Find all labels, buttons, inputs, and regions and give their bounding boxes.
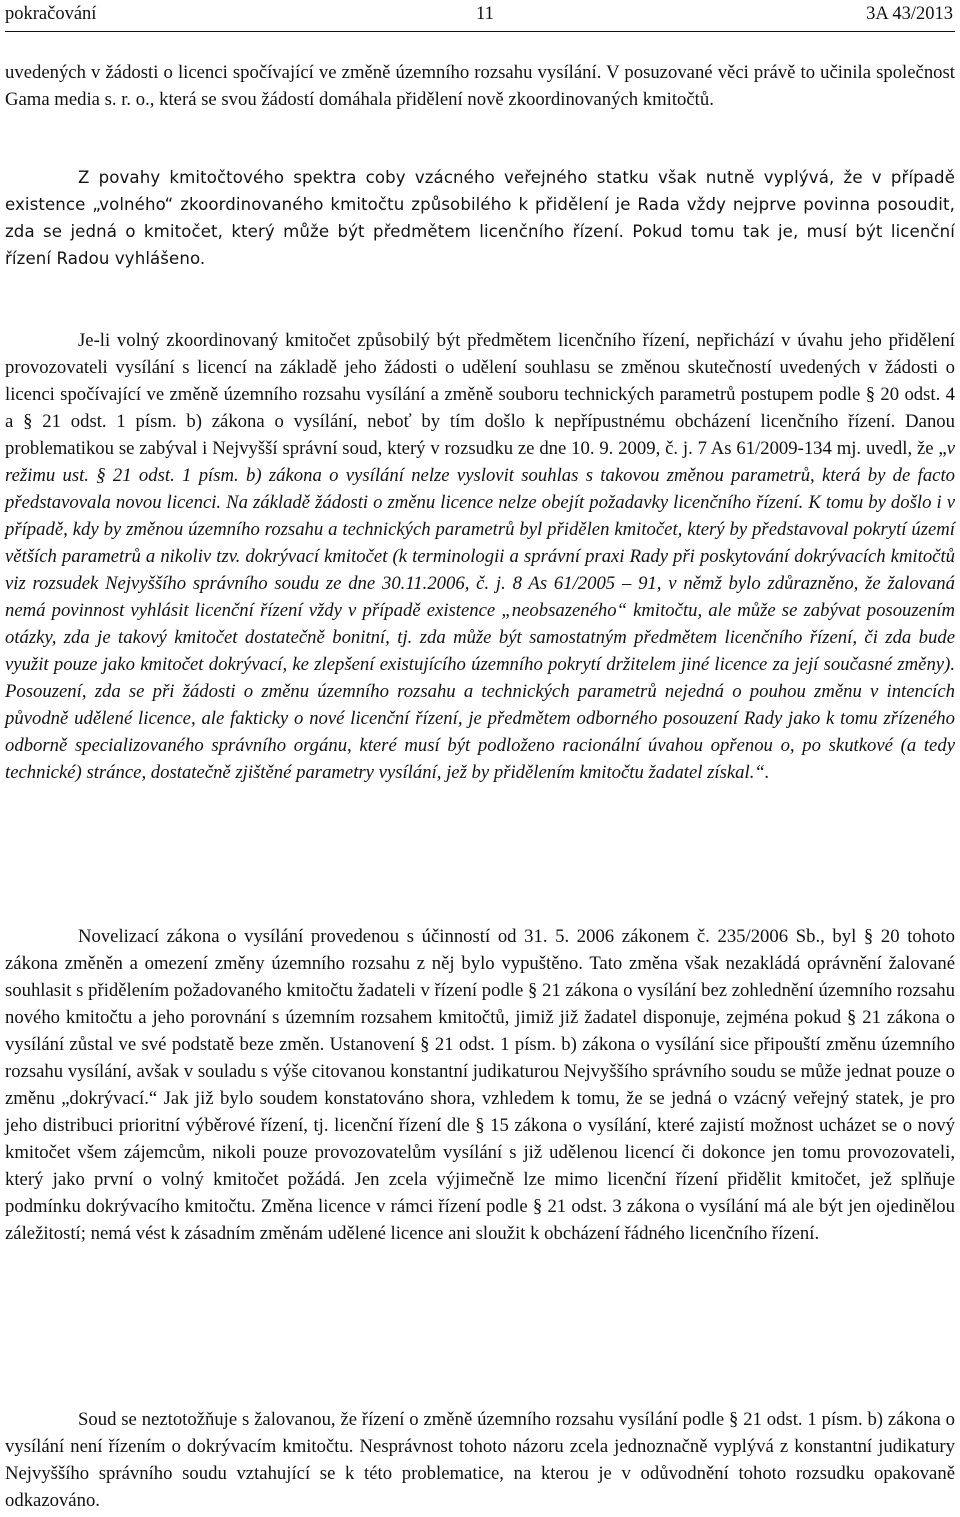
paragraph-1: uvedených v žádosti o licenci spočívající ve změně územního rozsahu vysílání. V posuzované věci právě to učinila společnost Gama media s. r. o., která se svou žádostí domáhala přidělení nově zkoordinovaných kmitočtů. — [5, 62, 955, 110]
paragraph-3-intro: Je-li volný zkoordinovaný kmitočet způsobilý být předmětem licenčního řízení, nepřichází v úvahu jeho přidělení provozovateli vysílání s licencí na základě jeho žádosti o udělení souhlasu se změnou skutečností uvedených v žádosti o licenci spočívající ve změně územního rozsahu vysílání a změně souboru technických parametrů postupem podle § 20 odst. 4 a § 21 odst. 1 písm. b) zákona o vysílání, neboť by tím došlo k nepřípustnému obcházení licenčního řízení. Danou problematikou se zabýval i Nejvyšší správní soud, který v rozsudku ze dne 10. 9. 2009, č. j. 7 As 61/2009-134 mj. uvedl, že „ — [5, 330, 955, 459]
quotation-close: “. — [754, 762, 770, 783]
court-quotation: v režimu ust. § 21 odst. 1 písm. b) zákona o vysílání nelze vyslovit souhlas s takovou změnou parametrů, která by de facto představovala novou licenci. Na základě žádosti o změnu licence nelze obejít požadavky licenčního řízení. K tomu by došlo i v případě, kdy by změnou územního rozsahu a technických parametrů byl přidělen kmitočet, který by představoval pokrytí území větších parametrů a nikoliv tzv. dokrývací kmitočet (k terminologii a správní praxi Rady při poskytování dokrývacích kmitočtů viz rozsudek Nejvyššího správního soudu ze dne 30.11.2006, č. j. 8 As 61/2005 – 91, v němž bylo zdůrazněno, že žalovaná nemá povinnost vyhlásit licenční řízení vždy v případě existence „neobsazeného“ kmitočtu, ale může se zabývat posouzením otázky, zda je takový kmitočet dostatečně bonitní, tj. zda může být samostatným předmětem licenčního řízení, či zda bude využit pouze jako kmitočet dokrývací, ke zlepšení existujícího územního pokrytí držitelem jiné licence za její současné změny). Posouzení, zda se při žádosti o změnu územního rozsahu a technických parametrů nejedná o pouhou změnu v intencích původně udělené licence, ale fakticky o nové licenční řízení, je předmětem odborného posouzení Rady jako k tomu zřízeného odborně specializovaného správního orgánu, které musí být podloženo racionální úvahou opřenou o, po skutkové (a tedy technické) stránce, dostatečně zjištěné parametry vysílání, jež by přidělením kmitočtu žadatel získal. — [5, 438, 955, 783]
paragraph-4: Novelizací zákona o vysílání provedenou s účinností od 31. 5. 2006 zákonem č. 235/2006 Sb., byl § 20 tohoto zákona změněn a omezení změny územního rozsahu z něj bylo vypuštěno. Tato změna však nezakládá oprávnění žalované souhlasit s přidělením požadovaného kmitočtu žadateli v řízení podle § 21 zákona o vysílání bez zohlednění územního rozsahu nového kmitočtu a jeho porovnání s územním rozsahem kmitočtů, jimiž již žadatel disponuje, zejména pokud § 21 zákona o vysílání zůstal ve své podstatě beze změn. Ustanovení § 21 odst. 1 písm. b) zákona o vysílání sice připouští změnu územního rozsahu vysílání, avšak v souladu s výše citovanou konstantní judikaturou Nejvyššího správního soudu se může jednat pouze o změnu „dokrývací.“ Jak již bylo soudem konstatováno shora, vzhledem k tomu, že se jedná o vzácný veřejný statek, je pro jeho distribuci prioritní výběrové řízení, tj. licenční řízení dle § 15 zákona o vysílání, které zajistí možnost ucházet se o nový kmitočet všem zájemcům, nikoli pouze provozovatelům vysílání s již udělenou licencí či dokonce jen tomu provozovateli, který jako první o volný kmitočet požádá. Jen zcela výjimečně lze mimo licenční řízení přidělit kmitočet, jež splňuje podmínku dokrývacího kmitočtu. Změna licence v rámci řízení podle § 21 odst. 3 zákona o vysílání má ale být jen ojedinělou záležitostí; nemá vést k zásadním změnám udělené licence ani sloužit k obcházení řádného licenčního řízení. — [5, 926, 955, 1244]
header-continuation-label: pokračování — [5, 4, 97, 24]
page-header — [5, 0, 955, 32]
case-number: 3A 43/2013 — [866, 4, 953, 24]
document-page — [5, 0, 955, 1511]
header-rule — [5, 31, 955, 32]
paragraph-5: Soud se neztotožňuje s žalovanou, že řízení o změně územního rozsahu vysílání podle § 21 odst. 1 písm. b) zákona o vysílání není řízením o dokrývacím kmitočtu. Nesprávnost tohoto názoru zcela jednoznačně vyplývá z konstantní judikatury Nejvyššího správního soudu vztahující se k této problematice, na kterou je v odůvodnění tohoto rozsudku opakovaně odkazováno. — [5, 1409, 955, 1511]
page-number: 11 — [476, 4, 494, 24]
paragraph-2: Z povahy kmitočtového spektra coby vzácného veřejného statku však nutně vyplývá, že v případě existence „volného“ zkoordinovaného kmitočtu způsobilého k přidělení je Rada vždy nejprve povinna posoudit, zda se jedná o kmitočet, který může být předmětem licenčního řízení. Pokud tomu tak je, musí být licenční řízení Radou vyhlášeno. — [5, 168, 955, 268]
paragraph-3 — [5, 327, 955, 786]
